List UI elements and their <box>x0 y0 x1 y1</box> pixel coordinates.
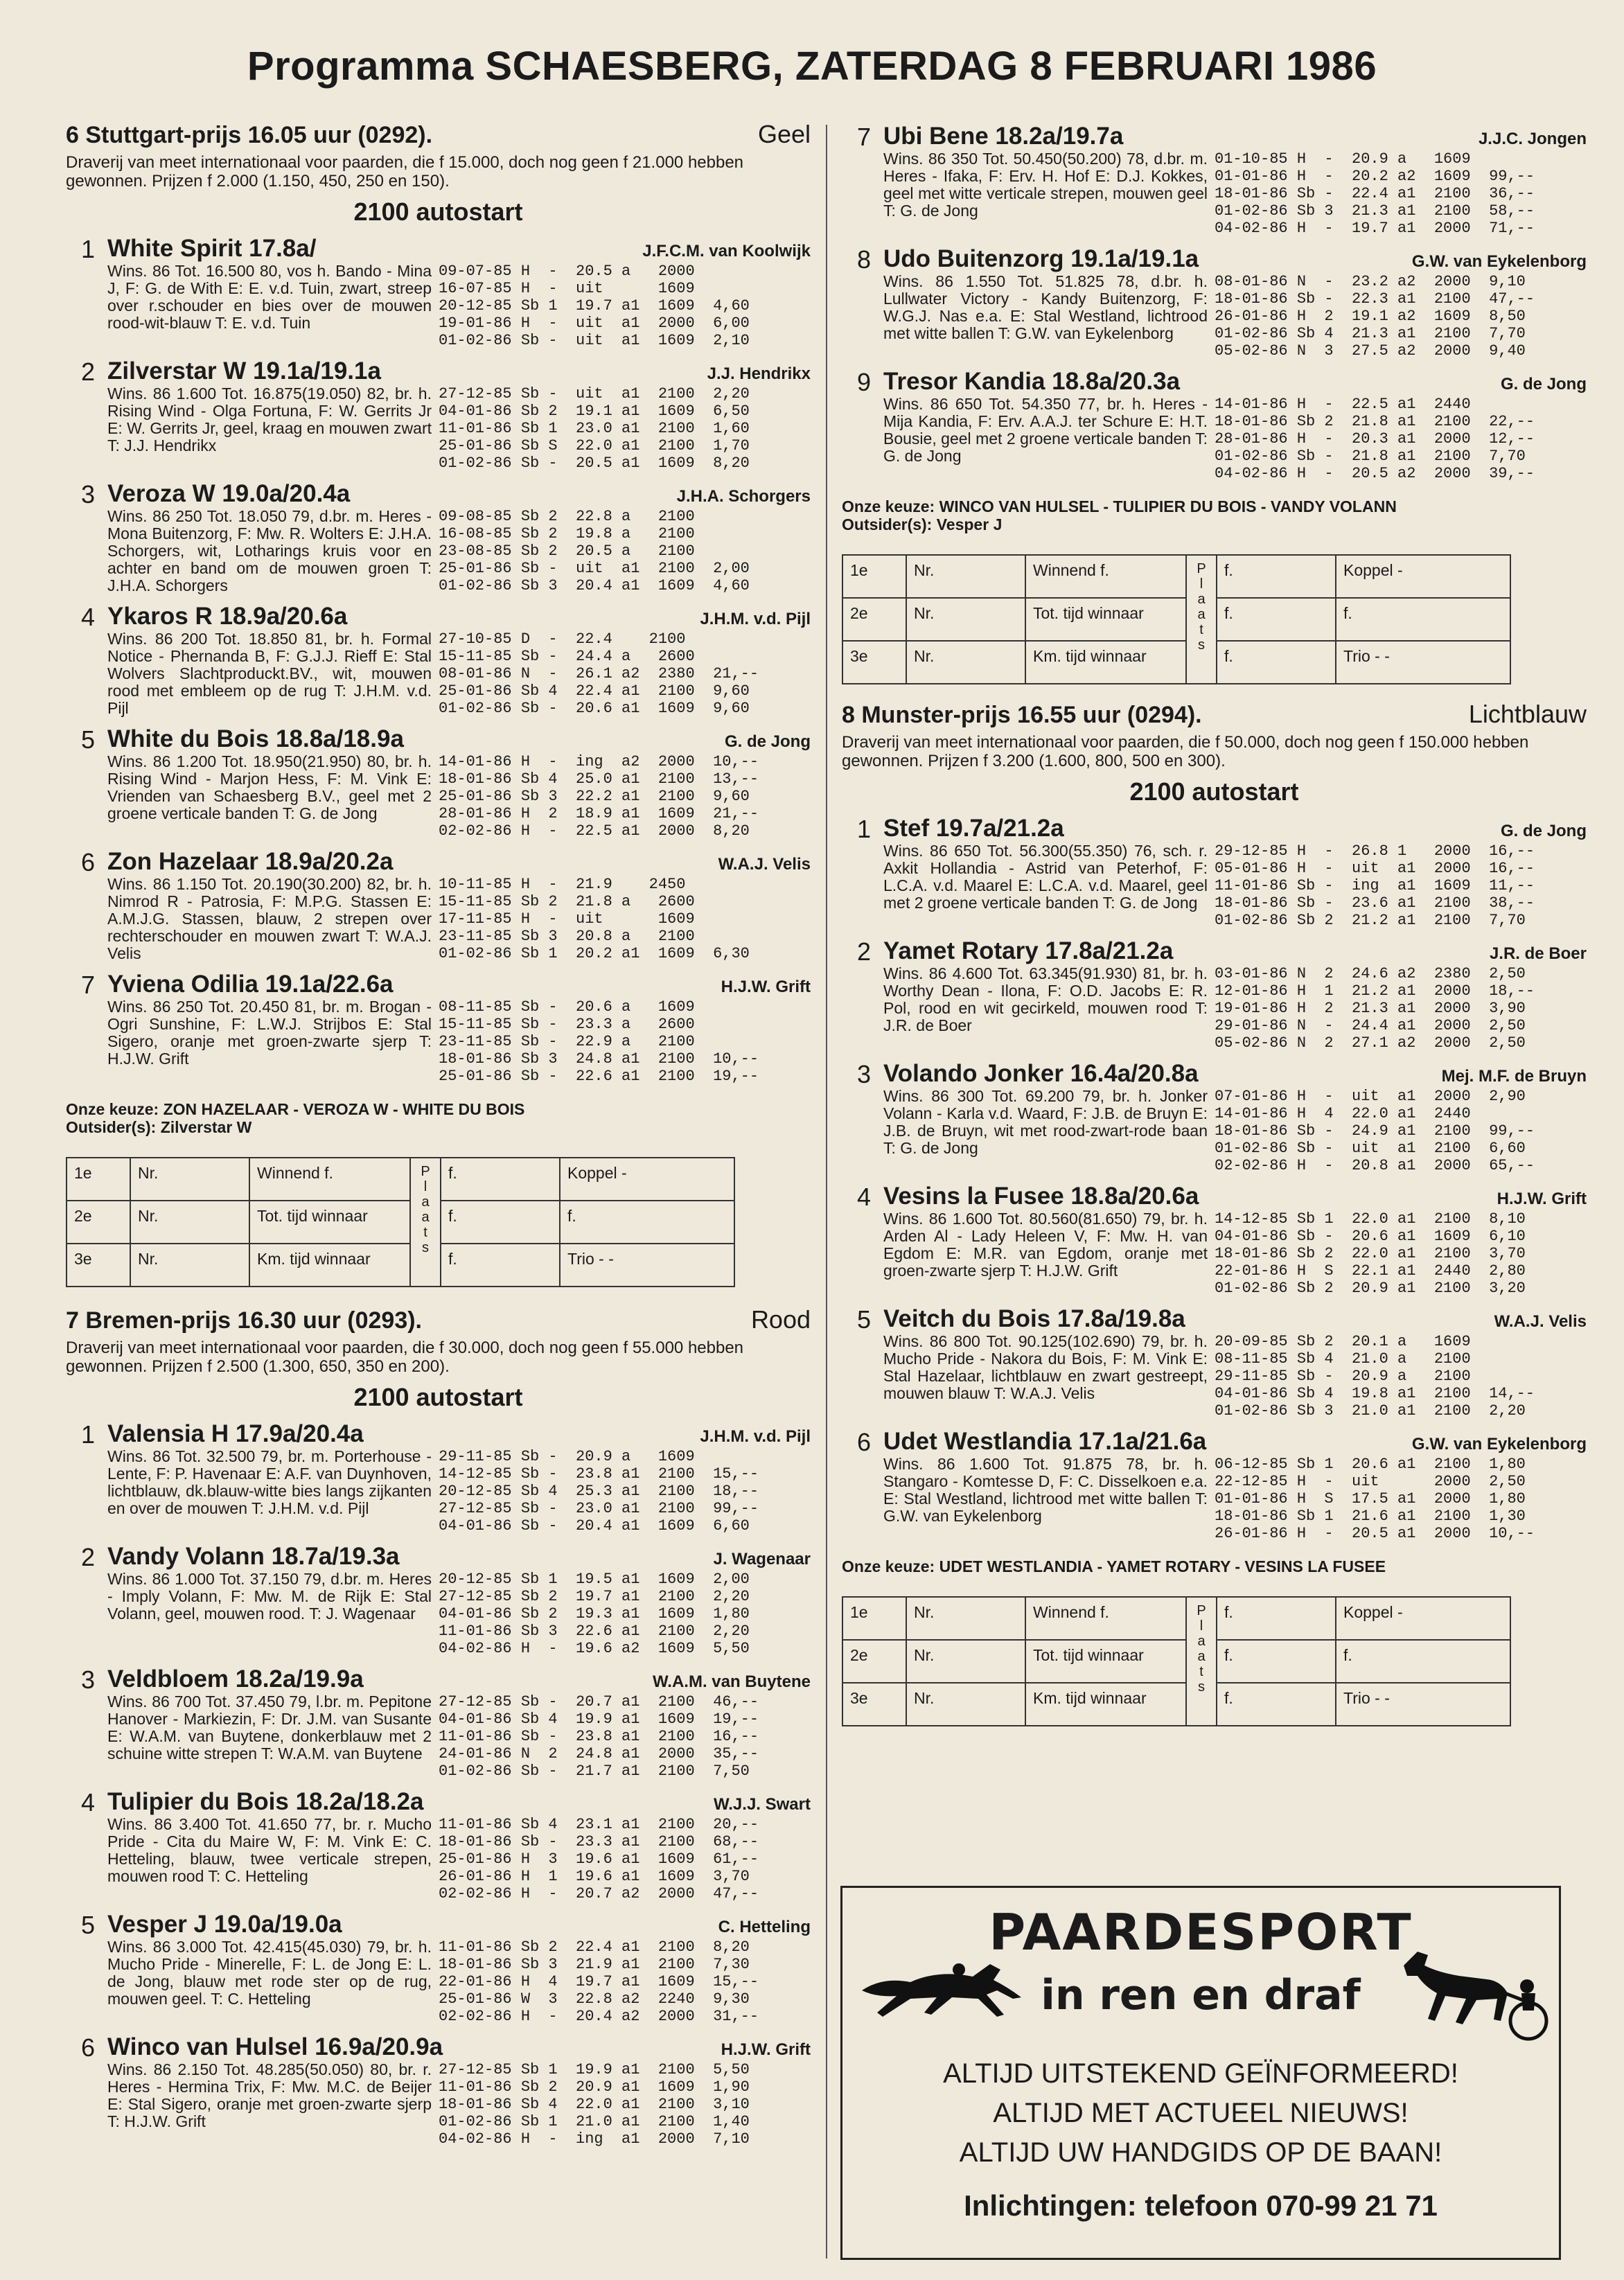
betting-table <box>66 1157 735 1287</box>
recent-starts: 14-01-86 H - 22.5 a1 2440 18-01-86 Sb 2 21.8 a1 2100 22,-- 28-01-86 H - 20.3 a1 2000 12,-- 01-02-86 Sb - 21.8 a1 2100 7,70 04-02-86 H - 20.5 a2 2000 39,-- <box>1215 396 1535 482</box>
horse-details <box>883 150 1587 237</box>
amount-label: f. <box>1217 1683 1336 1726</box>
nr-label: Nr. <box>906 1683 1025 1726</box>
horse-entry <box>842 1428 1587 1542</box>
horse-details <box>107 263 811 349</box>
ad-phone: Inlichtingen: telefoon 070-99 21 71 <box>964 2189 1438 2222</box>
horse-entry <box>842 1183 1587 1297</box>
horse-number: 9 <box>857 368 872 396</box>
koppel-trio-cell: Trio - - <box>1336 1683 1510 1726</box>
horse-pedigree: Wins. 86 300 Tot. 69.200 79, br. h. Jonker Volann - Karla v.d. Waard, F: J.B. de Bruyn E: J.B. de Bruyn, wit met rood-zwart-rode baan T: G. de Jong <box>883 1087 1208 1157</box>
trainer-name: G. de Jong <box>724 732 811 751</box>
winner-label: Winnend f. <box>1025 555 1186 598</box>
horse-pedigree: Wins. 86 650 Tot. 56.300(55.350) 76, sch. r. Axkit Hollandia - Astrid van Peterhof, F: L.C.A. v.d. Maarel E: L.C.A. v.d. Maarel, geel met 2 groene verticale banden T: G. de Jong <box>883 842 1208 912</box>
horse-pedigree: Wins. 86 Tot. 16.500 80, vos h. Bando - Mina J, F: G. de With E: E. v.d. Tuin, zwart, streep over r.schouder en bies over de mouwen rood-wit-blauw T: E. v.d. Tuin <box>107 262 432 332</box>
horse-name: Vesins la Fusee 18.8a/20.6a <box>883 1183 1199 1210</box>
horse-details <box>107 998 811 1085</box>
our-picks <box>842 1557 1587 1575</box>
horse-name: Yamet Rotary 17.8a/21.2a <box>883 937 1174 964</box>
recent-starts: 07-01-86 H - uit a1 2000 2,90 14-01-86 H 4 22.0 a1 2440 18-01-86 Sb - 24.9 a1 2100 99,-- 01-02-86 Sb - uit a1 2100 6,60 02-02-86 H - 20.8 a1 2000 65,-- <box>1215 1088 1535 1174</box>
horse-header <box>107 480 811 508</box>
horse-name: Yviena Odilia 19.1a/22.6a <box>107 971 394 998</box>
horse-details <box>883 842 1587 929</box>
horse-entry <box>842 1305 1587 1420</box>
horse-pedigree: Wins. 86 2.150 Tot. 48.285(50.050) 80, br. r. Heres - Hermina Trix, F: Mw. M.C. de Beijer E: Stal Sigero, oranje met groen-zwarte sjerp T: H.J.W. Grift <box>107 2060 432 2130</box>
galloping-horse-icon <box>855 1949 1028 2025</box>
trainer-name: Mej. M.F. de Bruyn <box>1441 1067 1587 1086</box>
horse-header <box>883 245 1587 273</box>
horse-pedigree: Wins. 86 800 Tot. 90.125(102.690) 79, br. h. Mucho Pride - Nakora du Bois, F: M. Vink E: Stal Hazelaar, lichtblauw en zwart gestreept, mouwen blauw T: W.A.J. Velis <box>883 1332 1208 1402</box>
horse-pedigree: Wins. 86 Tot. 32.500 79, br. m. Porterhouse - Lente, F: P. Havenaar E: A.F. van Duynhoven, lichtblauw, dk.blauw-witte bies langs zijkanten en over de mouwen T: J.H.M. v.d. Pijl <box>107 1447 432 1517</box>
horse-header <box>107 357 811 385</box>
horse-number: 5 <box>81 1911 96 1939</box>
horse-number: 2 <box>81 357 96 386</box>
horse-name: Zilverstar W 19.1a/19.1a <box>107 357 381 385</box>
recent-starts: 27-12-85 Sb - 20.7 a1 2100 46,-- 04-01-86 Sb 4 19.9 a1 1609 19,-- 11-01-86 Sb - 23.8 a1 2100 16,-- 24-01-86 N 2 24.8 a1 2000 35,-- 01-02-86 Sb - 21.7 a1 2100 7,50 <box>439 1693 759 1780</box>
horse-details <box>883 1456 1587 1542</box>
picks-line: Onze keuze: WINCO VAN HULSEL - TULIPIER DU BOIS - VANDY VOLANN <box>842 497 1397 515</box>
winner-label: Winnend f. <box>1025 1597 1186 1640</box>
race-title: 7 Bremen-prijs 16.30 uur (0293). <box>66 1307 423 1334</box>
race-color: Lichtblauw <box>1468 700 1587 728</box>
picks-line: Onze keuze: UDET WESTLANDIA - YAMET ROTARY - VESINS LA FUSEE <box>842 1557 1386 1575</box>
horse-name: Tulipier du Bois 18.2a/18.2a <box>107 1788 424 1815</box>
place-label: 2e <box>67 1201 130 1244</box>
horse-details <box>107 1571 811 1657</box>
race-color: Rood <box>750 1305 811 1334</box>
horse-body <box>883 1183 1587 1297</box>
horse-entry <box>66 1665 811 1780</box>
recent-starts: 01-10-85 H - 20.9 a 1609 01-01-86 H - 20.2 a2 1609 99,-- 18-01-86 Sb - 22.4 a1 2100 36,-- 01-02-86 Sb 3 21.3 a1 2100 58,-- 04-02-86 H - 19.7 a1 2000 71,-- <box>1215 150 1535 237</box>
horse-body <box>883 1305 1587 1420</box>
race-conditions: Draverij van meet internationaal voor paarden, die f 50.000, doch nog geen f 150.000 hebben gewonnen. Prijzen f 3.200 (1.600, 800, 500 en 300). <box>842 733 1529 770</box>
winner-label: Tot. tijd winnaar <box>1025 1640 1186 1683</box>
amount-label: f. <box>441 1244 560 1287</box>
recent-starts: 27-12-85 Sb 1 19.9 a1 2100 5,50 11-01-86 Sb 2 20.9 a1 1609 1,90 18-01-86 Sb 4 22.0 a1 2100 3,10 01-02-86 Sb 1 21.0 a1 2100 1,40 04-02-86 H - ing a1 2000 7,10 <box>439 2061 750 2148</box>
amount-label: f. <box>441 1201 560 1244</box>
horse-body <box>107 603 811 717</box>
horse-pedigree: Wins. 86 1.550 Tot. 51.825 78, d.br. h. Lullwater Victory - Kandy Buitenzorg, F: W.G.J. Nas e.a. E: Stal Westland, lichtrood met witte ballen T: G.W. van Eykelenborg <box>883 272 1208 342</box>
trainer-name: W.A.M. van Buytene <box>652 1672 811 1691</box>
horse-body <box>107 1543 811 1657</box>
horse-number: 6 <box>81 848 96 876</box>
horse-number: 5 <box>857 1305 872 1334</box>
plaats-label: P l a a t s <box>1186 1597 1217 1726</box>
horse-number: 1 <box>81 235 96 263</box>
trainer-name: C. Hetteling <box>718 1918 811 1936</box>
horse-pedigree: Wins. 86 250 Tot. 18.050 79, d.br. m. Heres - Mona Buitenzorg, F: Mw. R. Wolters E: J.H.A. Schorgers, wit, Lotharings kruis voor en achter en band om de mouwen groen T: J.H.A. Schorgers <box>107 507 432 594</box>
trotter-with-sulky-icon <box>1397 1938 1549 2042</box>
recent-starts: 08-01-86 N - 23.2 a2 2000 9,10 18-01-86 Sb - 22.3 a1 2100 47,-- 26-01-86 H 2 19.1 a2 1609 8,50 01-02-86 Sb 4 21.3 a1 2100 7,70 05-02-86 N 3 27.5 a2 2000 9,40 <box>1215 273 1535 360</box>
horse-body <box>107 848 811 962</box>
horse-body <box>107 235 811 349</box>
trainer-name: H.J.W. Grift <box>721 978 811 996</box>
nr-label: Nr. <box>130 1201 249 1244</box>
race-color: Geel <box>757 120 811 148</box>
horse-details <box>107 2061 811 2148</box>
betting-table <box>842 554 1511 684</box>
betting-row <box>842 1640 1510 1683</box>
our-picks <box>66 1100 811 1136</box>
column-divider <box>826 125 827 2259</box>
recent-starts: 11-01-86 Sb 4 23.1 a1 2100 20,-- 18-01-86 Sb - 23.3 a1 2100 68,-- 25-01-86 H 3 19.6 a1 1609 61,-- 26-01-86 H 1 19.6 a1 1609 3,70 02-02-86 H - 20.7 a2 2000 47,-- <box>439 1816 759 1902</box>
horse-header <box>883 123 1587 150</box>
horse-pedigree: Wins. 86 1.200 Tot. 18.950(21.950) 80, br. h. Rising Wind - Marjon Hess, F: M. Vink E: Vrienden van Schaesberg B.V., geel met 2 groene verticale banden T: G. de Jong <box>107 752 432 822</box>
horse-header <box>107 235 811 263</box>
winner-label: Tot. tijd winnaar <box>249 1201 410 1244</box>
trainer-name: G.W. van Eykelenborg <box>1411 1435 1587 1453</box>
horse-pedigree: Wins. 86 3.000 Tot. 42.415(45.030) 79, br. h. Mucho Pride - Minerelle, F: L. de Jong E: L. de Jong, blauw met rode ster op de rug, mouwen geel. T: C. Hetteling <box>107 1938 432 2008</box>
race-title: 8 Munster-prijs 16.55 uur (0294). <box>842 702 1202 728</box>
left-column <box>66 114 811 2148</box>
place-label: 3e <box>842 641 906 684</box>
start-type: 2100 autostart <box>353 1383 523 1411</box>
horse-header <box>107 1420 811 1448</box>
outsider-line: Outsider(s): Vesper J <box>842 515 1003 533</box>
horse-entry <box>66 971 811 1085</box>
horse-entry <box>66 1420 811 1535</box>
horse-details <box>107 385 811 472</box>
horse-entry <box>842 123 1587 237</box>
horse-body <box>883 1428 1587 1542</box>
horse-body <box>107 1911 811 2025</box>
horse-pedigree: Wins. 86 250 Tot. 20.450 81, br. m. Brogan - Ogri Sunshine, F: L.W.J. Strijbos E: Stal Sigero, oranje met groen-zwarte sjerp T: H.J.W. Grift <box>107 998 432 1068</box>
recent-starts: 20-12-85 Sb 1 19.5 a1 1609 2,00 27-12-85 Sb 2 19.7 a1 2100 2,20 04-01-86 Sb 2 19.3 a1 1609 1,80 11-01-86 Sb 3 22.6 a1 2100 2,20 04-02-86 H - 19.6 a2 1609 5,50 <box>439 1571 750 1657</box>
horse-entry <box>66 1543 811 1657</box>
horse-entry <box>66 1911 811 2025</box>
horse-name: Volando Jonker 16.4a/20.8a <box>883 1060 1199 1087</box>
trainer-name: W.A.J. Velis <box>718 855 811 874</box>
right-column <box>842 114 1587 1726</box>
ad-line: ALTIJD UITSTEKEND GEÏNFORMEERD! <box>943 2058 1458 2089</box>
plaats-label: P l a a t s <box>1186 555 1217 684</box>
recent-starts: 14-12-85 Sb 1 22.0 a1 2100 8,10 04-01-86 Sb - 20.6 a1 1609 6,10 18-01-86 Sb 2 22.0 a1 2100 3,70 22-01-86 H S 22.1 a1 2440 2,80 01-02-86 Sb 2 20.9 a1 2100 3,20 <box>1215 1210 1526 1297</box>
horse-pedigree: Wins. 86 1.150 Tot. 20.190(30.200) 82, br. h. Nimrod R - Patrosia, F: M.P.G. Stassen E: A.M.J.G. Stassen, blauw, 2 strepen over rechterschouder en mouwen zwart T: W.A.J. Velis <box>107 875 432 962</box>
horse-body <box>883 245 1587 360</box>
horse-body <box>883 1060 1587 1174</box>
horse-body <box>107 1420 811 1535</box>
horse-header <box>107 971 811 998</box>
horse-header <box>883 368 1587 396</box>
horse-details <box>883 965 1587 1052</box>
horse-pedigree: Wins. 86 650 Tot. 54.350 77, br. h. Heres - Mija Kandia, F: Erv. A.A.J. ter Schure E: H.T. Bousie, geel met 2 groene verticale banden T: G. de Jong <box>883 395 1208 465</box>
winner-label: Winnend f. <box>249 1158 410 1201</box>
horse-pedigree: Wins. 86 350 Tot. 50.450(50.200) 78, d.br. m. Heres - Ifaka, F: Erv. H. Hof E: D.J. Kokkes, geel met witte verticale strepen, mouwen geel T: G. de Jong <box>883 150 1208 220</box>
place-label: 3e <box>67 1244 130 1287</box>
place-label: 1e <box>67 1158 130 1201</box>
horse-number: 6 <box>81 2033 96 2062</box>
horse-name: Veldbloem 18.2a/19.9a <box>107 1665 364 1693</box>
page-title: Programma SCHAESBERG, ZATERDAG 8 FEBRUARI 1986 <box>247 44 1377 89</box>
horse-header <box>883 1305 1587 1333</box>
horse-number: 8 <box>857 245 872 274</box>
horse-details <box>107 753 811 840</box>
horse-details <box>107 1938 811 2025</box>
horse-number: 6 <box>857 1428 872 1456</box>
recent-starts: 06-12-85 Sb 1 20.6 a1 2100 1,80 22-12-85 H - uit 2000 2,50 01-01-86 H S 17.5 a1 2000 1,80 18-01-86 Sb 1 21.6 a1 2100 1,30 26-01-86 H - 20.5 a1 2000 10,-- <box>1215 1456 1535 1542</box>
horse-number: 7 <box>81 971 96 999</box>
horse-pedigree: Wins. 86 1.000 Tot. 37.150 79, d.br. m. Heres - Imply Volann, F: Mw. M. de Rijk E: Stal Volann, geel, mouwen rood. T: J. Wagenaar <box>107 1570 432 1623</box>
betting-row <box>842 1597 1510 1640</box>
horse-name: White Spirit 17.8a/ <box>107 235 317 262</box>
horse-name: Vandy Volann 18.7a/19.3a <box>107 1543 400 1570</box>
horse-pedigree: Wins. 86 200 Tot. 18.850 81, br. h. Formal Notice - Phernanda B, F: G.J.J. Rieff E: Stal Wolvers Slachtproduckt.BV., wit, mouwen rood met embleem op de rug T: J.H.M. v.d. Pijl <box>107 630 432 717</box>
race-header <box>66 120 811 149</box>
koppel-trio-cell: Koppel - <box>1336 555 1510 598</box>
horse-number: 3 <box>81 1665 96 1694</box>
ad-subtitle: in ren en draf <box>1041 1971 1361 2020</box>
horse-name: Vesper J 19.0a/19.0a <box>107 1911 342 1938</box>
race-spacer <box>842 684 1587 694</box>
advertisement <box>840 1886 1561 2260</box>
ad-line: ALTIJD UW HANDGIDS OP DE BAAN! <box>959 2137 1442 2168</box>
race-conditions: Draverij van meet internationaal voor paarden, die f 30.000, doch nog geen f 55.000 hebben gewonnen. Prijzen f 2.500 (1.300, 650, 350 en 200). <box>66 1338 744 1376</box>
place-label: 2e <box>842 598 906 641</box>
horse-header <box>883 1428 1587 1456</box>
race-header <box>842 700 1587 729</box>
picks-line: Onze keuze: ZON HAZELAAR - VEROZA W - WHITE DU BOIS <box>66 1100 525 1118</box>
recent-starts: 09-08-85 Sb 2 22.8 a 2100 16-08-85 Sb 2 19.8 a 2100 23-08-85 Sb 2 20.5 a 2100 25-01-86 Sb - uit a1 2100 2,00 01-02-86 Sb 3 20.4 a1 1609 4,60 <box>439 508 750 594</box>
horse-header <box>107 1911 811 1938</box>
trainer-name: J. Wagenaar <box>713 1550 811 1568</box>
horse-entry <box>66 480 811 594</box>
place-label: 2e <box>842 1640 906 1683</box>
horse-details <box>107 1693 811 1780</box>
horse-name: Tresor Kandia 18.8a/20.3a <box>883 368 1181 395</box>
koppel-trio-cell: f. <box>560 1201 734 1244</box>
ad-title: PAARDESPORT <box>989 1903 1413 1961</box>
horse-name: Ykaros R 18.9a/20.6a <box>107 603 348 630</box>
nr-label: Nr. <box>906 598 1025 641</box>
betting-row <box>67 1158 734 1201</box>
horse-body <box>107 725 811 840</box>
horse-body <box>883 815 1587 929</box>
place-label: 1e <box>842 1597 906 1640</box>
betting-row <box>842 598 1510 641</box>
horse-number: 7 <box>857 123 872 151</box>
nr-label: Nr. <box>906 1597 1025 1640</box>
winner-label: Km. tijd winnaar <box>1025 641 1186 684</box>
amount-label: f. <box>1217 641 1336 684</box>
ad-line: ALTIJD MET ACTUEEL NIEUWS! <box>993 2098 1409 2128</box>
recent-starts: 27-10-85 D - 22.4 2100 15-11-85 Sb - 24.4 a 2600 08-01-86 N - 26.1 a2 2380 21,-- 25-01-86 Sb 4 22.4 a1 2100 9,60 01-02-86 Sb - 20.6 a1 1609 9,60 <box>439 630 759 717</box>
start-type: 2100 autostart <box>1129 777 1299 806</box>
horse-header <box>883 815 1587 842</box>
horse-entry <box>66 235 811 349</box>
horse-header <box>883 1060 1587 1088</box>
trainer-name: J.H.A. Schorgers <box>676 487 811 506</box>
horse-pedigree: Wins. 86 1.600 Tot. 91.875 78, br. h. Stangaro - Komtesse D, F: C. Disselkoen e.a. E: Stal Westland, lichtrood met witte ballen T: G.W. van Eykelenborg <box>883 1455 1208 1525</box>
winner-label: Km. tijd winnaar <box>1025 1683 1186 1726</box>
winner-label: Km. tijd winnaar <box>249 1244 410 1287</box>
horse-header <box>107 2033 811 2061</box>
plaats-label: P l a a t s <box>410 1158 441 1287</box>
amount-label: f. <box>1217 555 1336 598</box>
trainer-name: H.J.W. Grift <box>1497 1190 1587 1208</box>
horse-header <box>883 1183 1587 1210</box>
horse-pedigree: Wins. 86 4.600 Tot. 63.345(91.930) 81, br. h. Worthy Dean - Ilona, F: O.D. Jacobs E: R. Pol, rood en wit gecirkeld, mouwen rood T: J.R. de Boer <box>883 964 1208 1034</box>
horse-pedigree: Wins. 86 3.400 Tot. 41.650 77, br. r. Mucho Pride - Cita du Maire W, F: M. Vink E: C. Hetteling, blauw, twee verticale strepen, mouwen rood T: C. Hetteling <box>107 1815 432 1885</box>
koppel-trio-cell: f. <box>1336 1640 1510 1683</box>
horse-number: 3 <box>857 1060 872 1088</box>
horse-name: Stef 19.7a/21.2a <box>883 815 1064 842</box>
koppel-trio-cell: Koppel - <box>1336 1597 1510 1640</box>
horse-details <box>883 273 1587 360</box>
trainer-name: J.H.M. v.d. Pijl <box>700 610 811 628</box>
trainer-name: J.F.C.M. van Koolwijk <box>642 242 811 260</box>
horse-number: 2 <box>81 1543 96 1571</box>
horse-body <box>883 368 1587 482</box>
recent-starts: 11-01-86 Sb 2 22.4 a1 2100 8,20 18-01-86 Sb 3 21.9 a1 2100 7,30 22-01-86 H 4 19.7 a1 1609 15,-- 25-01-86 W 3 22.8 a2 2240 9,30 02-02-86 H - 20.4 a2 2000 31,-- <box>439 1938 759 2025</box>
horse-entry <box>66 725 811 840</box>
betting-row <box>842 1683 1510 1726</box>
horse-entry <box>66 2033 811 2148</box>
winner-label: Tot. tijd winnaar <box>1025 598 1186 641</box>
horse-entry <box>842 368 1587 482</box>
trainer-name: G. de Jong <box>1500 375 1587 394</box>
horse-details <box>107 1816 811 1902</box>
trainer-name: J.J.C. Jongen <box>1478 130 1587 148</box>
horse-number: 1 <box>81 1420 96 1449</box>
horse-entry <box>66 603 811 717</box>
nr-label: Nr. <box>906 641 1025 684</box>
horse-details <box>883 396 1587 482</box>
horse-header <box>107 603 811 630</box>
horse-details <box>107 630 811 717</box>
recent-starts: 08-11-85 Sb - 20.6 a 1609 15-11-85 Sb - 23.3 a 2600 23-11-85 Sb - 22.9 a 2100 18-01-86 Sb 3 24.8 a1 2100 10,-- 25-01-86 Sb - 22.6 a1 2100 19,-- <box>439 998 759 1085</box>
horse-entry <box>842 815 1587 929</box>
nr-label: Nr. <box>130 1158 249 1201</box>
amount-label: f. <box>1217 1597 1336 1640</box>
horse-details <box>883 1210 1587 1297</box>
horse-pedigree: Wins. 86 1.600 Tot. 16.875(19.050) 82, br. h. Rising Wind - Olga Fortuna, F: W. Gerrits Jr E: W. Gerrits Jr, geel, kraag en mouwen zwart T: J.J. Hendrikx <box>107 385 432 454</box>
recent-starts: 29-12-85 H - 26.8 1 2000 16,-- 05-01-86 H - uit a1 2000 16,-- 11-01-86 Sb - ing a1 1609 11,-- 18-01-86 Sb - 23.6 a1 2100 38,-- 01-02-86 Sb 2 21.2 a1 2100 7,70 <box>1215 842 1535 929</box>
horse-body <box>107 2033 811 2148</box>
horse-header <box>107 1665 811 1693</box>
horse-pedigree: Wins. 86 700 Tot. 37.450 79, l.br. m. Pepitone Hanover - Markiezin, F: Dr. J.M. van Susante E: W.A.M. van Buytene, donkerblauw met 2 schuine witte strepen T: W.A.M. van Buytene <box>107 1693 432 1762</box>
race-header <box>66 1305 811 1334</box>
koppel-trio-cell: f. <box>1336 598 1510 641</box>
horse-pedigree: Wins. 86 1.600 Tot. 80.560(81.650) 79, br. h. Arden Al - Lady Heleen V, F: Mw. H. van Egdom E: M.R. van Egdom, oranje met groen-zwarte sjerp T: H.J.W. Grift <box>883 1210 1208 1280</box>
horse-details <box>107 1448 811 1535</box>
amount-label: f. <box>1217 598 1336 641</box>
trainer-name: G. de Jong <box>1500 822 1587 840</box>
horse-name: Ubi Bene 18.2a/19.7a <box>883 123 1124 150</box>
recent-starts: 10-11-85 H - 21.9 2450 15-11-85 Sb 2 21.8 a 2600 17-11-85 H - uit 1609 23-11-85 Sb 3 20.8 a 2100 01-02-86 Sb 1 20.2 a1 1609 6,30 <box>439 876 750 962</box>
horse-name: Winco van Hulsel 16.9a/20.9a <box>107 2033 443 2060</box>
horse-entry <box>842 937 1587 1052</box>
koppel-trio-cell: Koppel - <box>560 1158 734 1201</box>
trainer-name: G.W. van Eykelenborg <box>1411 252 1587 271</box>
horse-entry <box>66 357 811 472</box>
horse-name: Veitch du Bois 17.8a/19.8a <box>883 1305 1185 1332</box>
horse-name: Udo Buitenzorg 19.1a/19.1a <box>883 245 1199 272</box>
horse-details <box>883 1333 1587 1420</box>
horse-body <box>107 480 811 594</box>
trainer-name: H.J.W. Grift <box>721 2040 811 2059</box>
horse-number: 5 <box>81 725 96 754</box>
recent-starts: 03-01-86 N 2 24.6 a2 2380 2,50 12-01-86 H 1 21.2 a1 2000 18,-- 19-01-86 H 2 21.3 a1 2000 3,90 29-01-86 N - 24.4 a1 2000 2,50 05-02-86 N 2 27.1 a2 2000 2,50 <box>1215 965 1535 1052</box>
horse-name: Veroza W 19.0a/20.4a <box>107 480 351 507</box>
horse-details <box>107 876 811 962</box>
trainer-name: J.R. de Boer <box>1489 944 1587 963</box>
horse-details <box>107 508 811 594</box>
horse-entry <box>66 1788 811 1902</box>
horse-entry <box>842 1060 1587 1174</box>
recent-starts: 14-01-86 H - ing a2 2000 10,-- 18-01-86 Sb 4 25.0 a1 2100 13,-- 25-01-86 Sb 3 22.2 a1 2100 9,60 28-01-86 H 2 18.9 a1 1609 21,-- 02-02-86 H - 22.5 a1 2000 8,20 <box>439 753 759 840</box>
nr-label: Nr. <box>130 1244 249 1287</box>
horse-number: 2 <box>857 937 872 966</box>
recent-starts: 20-09-85 Sb 2 20.1 a 1609 08-11-85 Sb 4 21.0 a 2100 29-11-85 Sb - 20.9 a 2100 04-01-86 Sb 4 19.8 a1 2100 14,-- 01-02-86 Sb 3 21.0 a1 2100 2,20 <box>1215 1333 1535 1420</box>
horse-entry <box>842 245 1587 360</box>
horse-number: 4 <box>857 1183 872 1211</box>
betting-table <box>842 1596 1511 1726</box>
trainer-name: J.J. Hendrikx <box>707 364 811 383</box>
horse-name: White du Bois 18.8a/18.9a <box>107 725 404 752</box>
horse-header <box>107 848 811 876</box>
horse-details <box>883 1088 1587 1174</box>
horse-header <box>107 725 811 753</box>
horse-name: Udet Westlandia 17.1a/21.6a <box>883 1428 1207 1455</box>
horse-number: 4 <box>81 1788 96 1817</box>
horse-number: 4 <box>81 603 96 631</box>
horse-body <box>883 937 1587 1052</box>
betting-row <box>842 641 1510 684</box>
start-type: 2100 autostart <box>353 197 523 226</box>
nr-label: Nr. <box>906 1640 1025 1683</box>
amount-label: f. <box>441 1158 560 1201</box>
race-title: 6 Stuttgart-prijs 16.05 uur (0292). <box>66 122 433 148</box>
nr-label: Nr. <box>906 555 1025 598</box>
recent-starts: 09-07-85 H - 20.5 a 2000 16-07-85 H - uit 1609 20-12-85 Sb 1 19.7 a1 1609 4,60 19-01-86 H - uit a1 2000 6,00 01-02-86 Sb - uit a1 1609 2,10 <box>439 263 750 349</box>
horse-entry <box>66 848 811 962</box>
race-spacer <box>66 1287 811 1300</box>
race-conditions: Draverij van meet internationaal voor paarden, die f 15.000, doch nog geen f 21.000 hebben gewonnen. Prijzen f 2.000 (1.150, 450, 250 en 150). <box>66 153 744 191</box>
horse-body <box>883 123 1587 237</box>
horse-header <box>107 1543 811 1571</box>
koppel-trio-cell: Trio - - <box>1336 641 1510 684</box>
horse-body <box>107 357 811 472</box>
betting-row <box>67 1244 734 1287</box>
horse-header <box>107 1788 811 1816</box>
betting-row <box>842 555 1510 598</box>
koppel-trio-cell: Trio - - <box>560 1244 734 1287</box>
horse-body <box>107 1788 811 1902</box>
horse-header <box>883 937 1587 965</box>
our-picks <box>842 497 1587 533</box>
recent-starts: 29-11-85 Sb - 20.9 a 1609 14-12-85 Sb - 23.8 a1 2100 15,-- 20-12-85 Sb 4 25.3 a1 2100 18,-- 27-12-85 Sb - 23.0 a1 2100 99,-- 04-01-86 Sb - 20.4 a1 1609 6,60 <box>439 1448 759 1535</box>
trainer-name: J.H.M. v.d. Pijl <box>700 1427 811 1446</box>
amount-label: f. <box>1217 1640 1336 1683</box>
horse-name: Zon Hazelaar 18.9a/20.2a <box>107 848 394 875</box>
place-label: 1e <box>842 555 906 598</box>
horse-number: 1 <box>857 815 872 843</box>
horse-body <box>107 1665 811 1780</box>
recent-starts: 27-12-85 Sb - uit a1 2100 2,20 04-01-86 Sb 2 19.1 a1 1609 6,50 11-01-86 Sb 1 23.0 a1 2100 1,60 25-01-86 Sb S 22.0 a1 2100 1,70 01-02-86 Sb - 20.5 a1 1609 8,20 <box>439 385 750 472</box>
outsider-line: Outsider(s): Zilverstar W <box>66 1118 252 1136</box>
place-label: 3e <box>842 1683 906 1726</box>
trainer-name: W.J.J. Swart <box>713 1795 811 1814</box>
horse-number: 3 <box>81 480 96 509</box>
horse-body <box>107 971 811 1085</box>
trainer-name: W.A.J. Velis <box>1494 1312 1587 1331</box>
horse-name: Valensia H 17.9a/20.4a <box>107 1420 364 1447</box>
betting-row <box>67 1201 734 1244</box>
